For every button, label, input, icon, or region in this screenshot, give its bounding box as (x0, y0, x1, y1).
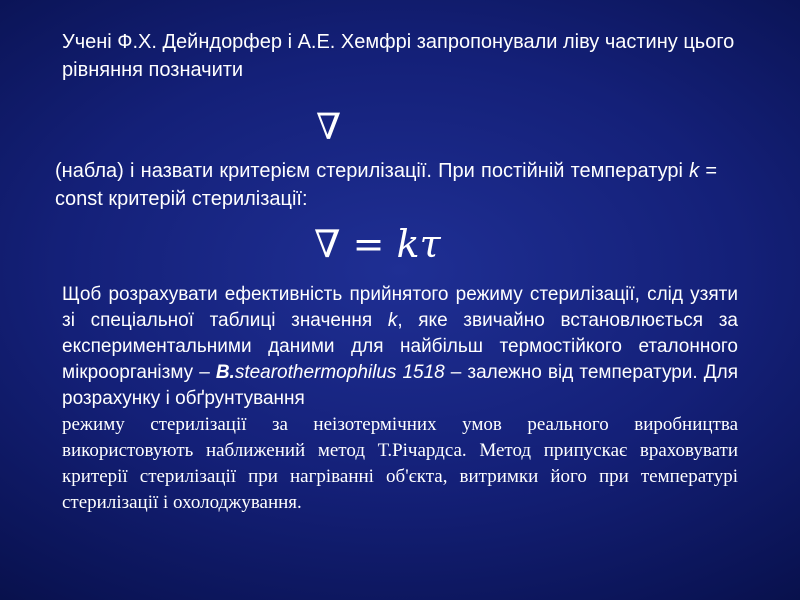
formula-k: k (396, 222, 420, 266)
organism-species: stearothermophilus 1518 (234, 362, 445, 383)
sterilization-criterion-formula (314, 222, 514, 266)
intro-text (62, 28, 762, 84)
nabla-symbol: ∇ (316, 107, 342, 148)
paragraph-variable-k: k (387, 310, 398, 331)
paragraph-part3: – залежно від температури. Для розрахунку і обґрунтування (62, 362, 738, 409)
main-paragraph-sans (62, 282, 738, 412)
criterion-variable-k: k (689, 160, 700, 182)
formula-equals: = (340, 222, 397, 266)
criterion-text-part1: (набла) і назвати критерієм стерилізації. При постійній температурі (55, 160, 690, 182)
paragraph-part4: режиму стерилізації за неізотермічних умов реального виробництва використовують наближений метод Т.Річардса. Метод припускає враховувати критерії стерилізації при нагріванні об'єкта, витримки його при температурі стерилізації і охолоджування. (62, 414, 738, 513)
paragraph-part1: Щоб розрахувати ефективність прийнятого режиму стерилізації, слід узяти зі спеціальної таблиці значення (62, 284, 738, 331)
paragraph-part2: , яке звичайно встановлюється за експериментальними даними для найбільш термостійкого еталонного мікроорганізму – (62, 310, 738, 383)
intro-text-content: Учені Ф.Х. Дейндорфер і А.Е. Хемфрі запропонували ліву частину цього рівняння позначити (62, 31, 735, 81)
main-paragraph-serif (62, 412, 738, 516)
criterion-text (55, 157, 717, 213)
organism-genus: B. (215, 362, 235, 383)
criterion-text-part2: = const критерій стерилізації: (55, 160, 717, 210)
formula-tau: τ (419, 222, 441, 266)
formula-nabla: ∇ (314, 222, 341, 266)
